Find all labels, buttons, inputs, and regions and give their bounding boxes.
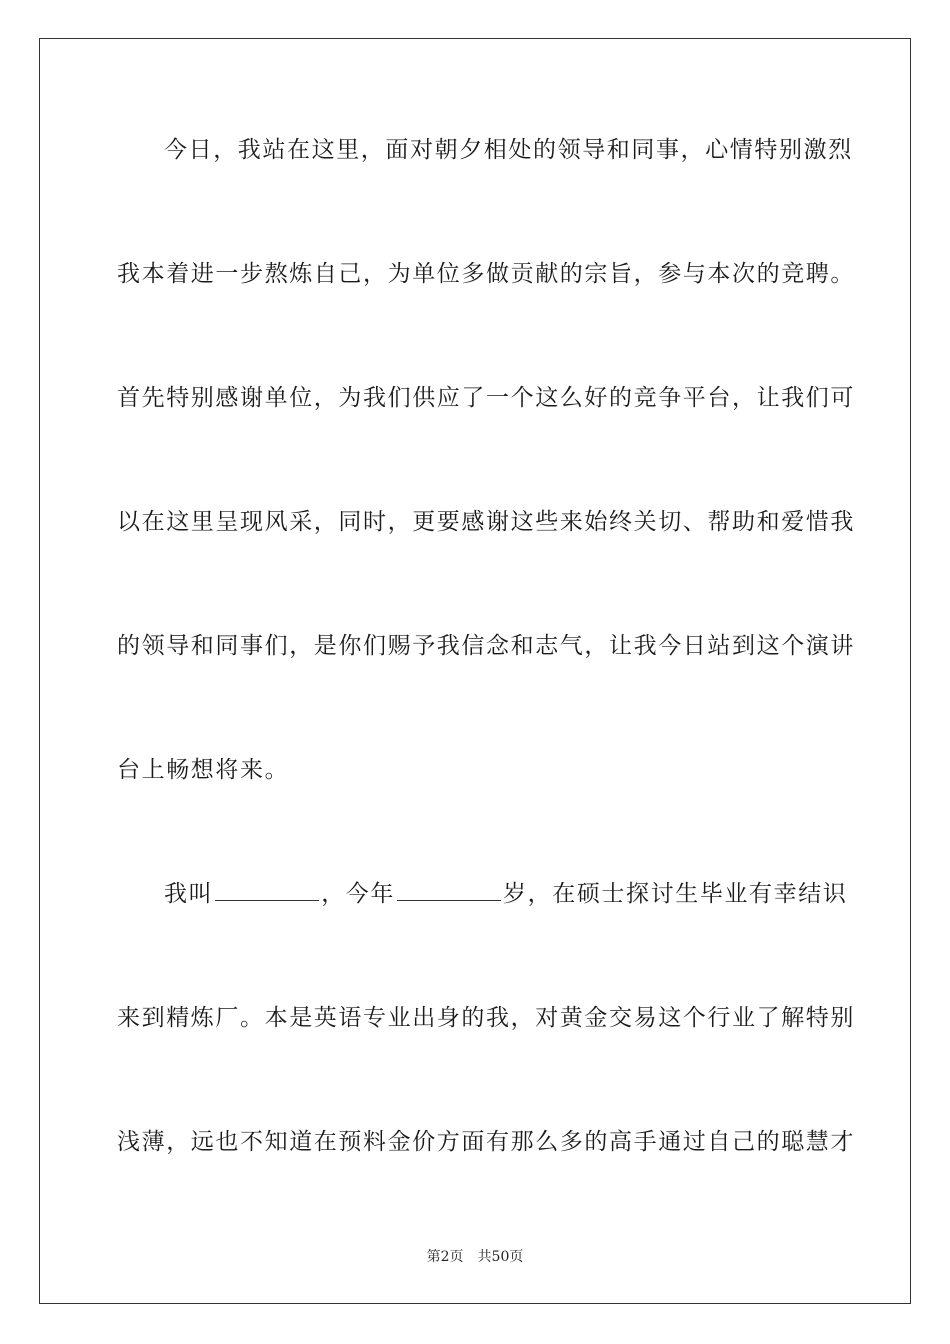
name-blank [215, 880, 319, 901]
paragraph-line: 的领导和同事们，是你们赐予我信念和志气，让我今日站到这个演讲 [117, 633, 855, 659]
age-blank [397, 880, 501, 901]
paragraph-line: 浅薄，远也不知道在预料金价方面有那么多的高手通过自己的聪慧才 [117, 1129, 855, 1155]
page-number: 第2页 [426, 1249, 464, 1265]
paragraph-line: 我本着进一步熬炼自己，为单位多做贡献的宗旨，参与本次的竞聘。 [117, 261, 855, 287]
paragraph-line: 来到精炼厂。本是英语专业出身的我，对黄金交易这个行业了解特别 [117, 1005, 855, 1031]
paragraph-line: 首先特别感谢单位，为我们供应了一个这么好的竞争平台，让我们可 [117, 385, 855, 411]
intro-text-name-prefix: 我叫 [164, 881, 214, 907]
paragraph-line: 台上畅想将来。 [117, 757, 290, 783]
intro-text-age-prefix: ，今年 [321, 881, 396, 907]
paragraph-line: 今日，我站在这里，面对朝夕相处的领导和同事，心情特别激烈 [164, 137, 853, 163]
intro-line [164, 879, 848, 909]
page-border [39, 38, 911, 1304]
page-total: 共50页 [477, 1249, 524, 1265]
intro-text-rest: 岁，在硕士探讨生毕业有幸结识 [503, 881, 848, 907]
page-footer [0, 1247, 950, 1267]
paragraph-line: 以在这里呈现风采，同时，更要感谢这些来始终关切、帮助和爱惜我 [117, 509, 855, 535]
